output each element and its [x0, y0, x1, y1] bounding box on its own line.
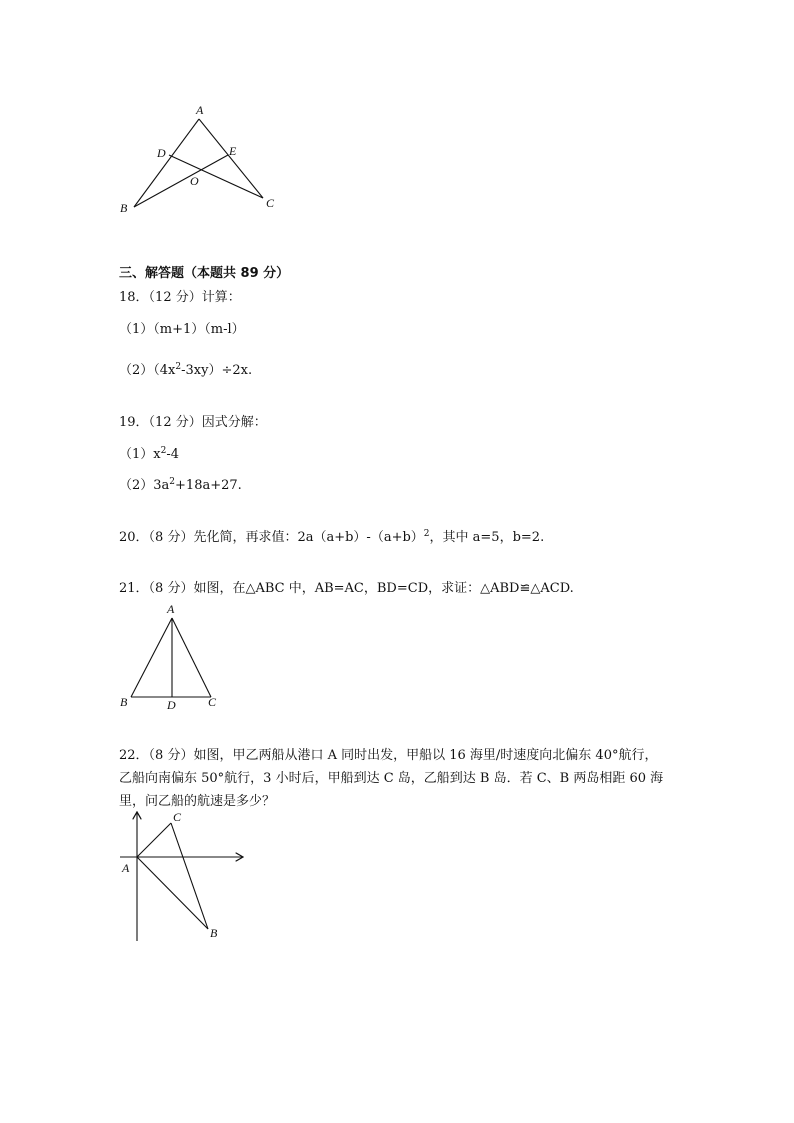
- label-a: A: [196, 103, 204, 117]
- q19-header: 19．（12 分）因式分解：: [119, 415, 267, 430]
- label-a: A: [122, 861, 130, 875]
- q20-text: 20．（8 分）先化简，再求值：$2a(a+b)-(a+b)^2$，其中 a=5，b=2.: [119, 529, 545, 545]
- segment-ab: [137, 857, 208, 929]
- segment-ac: [172, 618, 211, 697]
- section-title: 三、解答题（本题共 89 分）: [119, 266, 290, 281]
- label-b: B: [210, 926, 218, 940]
- q19-part2: $(2)3a^2+18a+27$.: [119, 477, 242, 493]
- segment-cb: [171, 823, 208, 929]
- label-b: B: [120, 201, 128, 215]
- q21-text: 21．（8 分）如图，在△ABC 中，AB=AC，BD=CD，求证：△ABD≌△ACD.: [119, 581, 574, 596]
- segment-be: [134, 155, 228, 207]
- figure-triangle-abd: [110, 600, 230, 715]
- q22-line1: 22．（8 分）如图，甲乙两船从港口 A 同时出发，甲船以 16 海里/时速度向北偏东 40°航行，: [119, 748, 658, 763]
- q18-header: 18．（12 分）计算：: [119, 290, 241, 305]
- label-d: D: [167, 698, 176, 712]
- q19-part1: $(1)x^2-4$: [119, 446, 180, 462]
- q18-part2: $(2)(4x^2-3xy)\div 2x$.: [119, 362, 253, 378]
- label-a: A: [167, 602, 175, 616]
- q18-part1: （1）（m+1）（m-l）: [119, 322, 245, 337]
- segment-ab: [134, 119, 199, 207]
- figure-triangle-abc-crossing: [110, 100, 290, 220]
- label-o: O: [190, 174, 199, 188]
- q22-line3: 里，问乙船的航速是多少？: [119, 794, 276, 809]
- label-c: C: [173, 810, 182, 824]
- label-e: E: [229, 144, 237, 158]
- segment-ac: [137, 823, 171, 857]
- figure-navigation-axes: [110, 805, 260, 950]
- q22-line2: 乙船向南偏东 50°航行，3 小时后，甲船到达 C 岛，乙船到达 B 岛．若 C、B 两岛相距 60 海: [119, 771, 664, 786]
- segment-ab: [131, 618, 172, 697]
- label-c: C: [208, 695, 217, 709]
- segment-ac: [199, 119, 263, 198]
- label-d: D: [157, 146, 166, 160]
- label-b: B: [120, 695, 128, 709]
- label-c: C: [266, 196, 275, 210]
